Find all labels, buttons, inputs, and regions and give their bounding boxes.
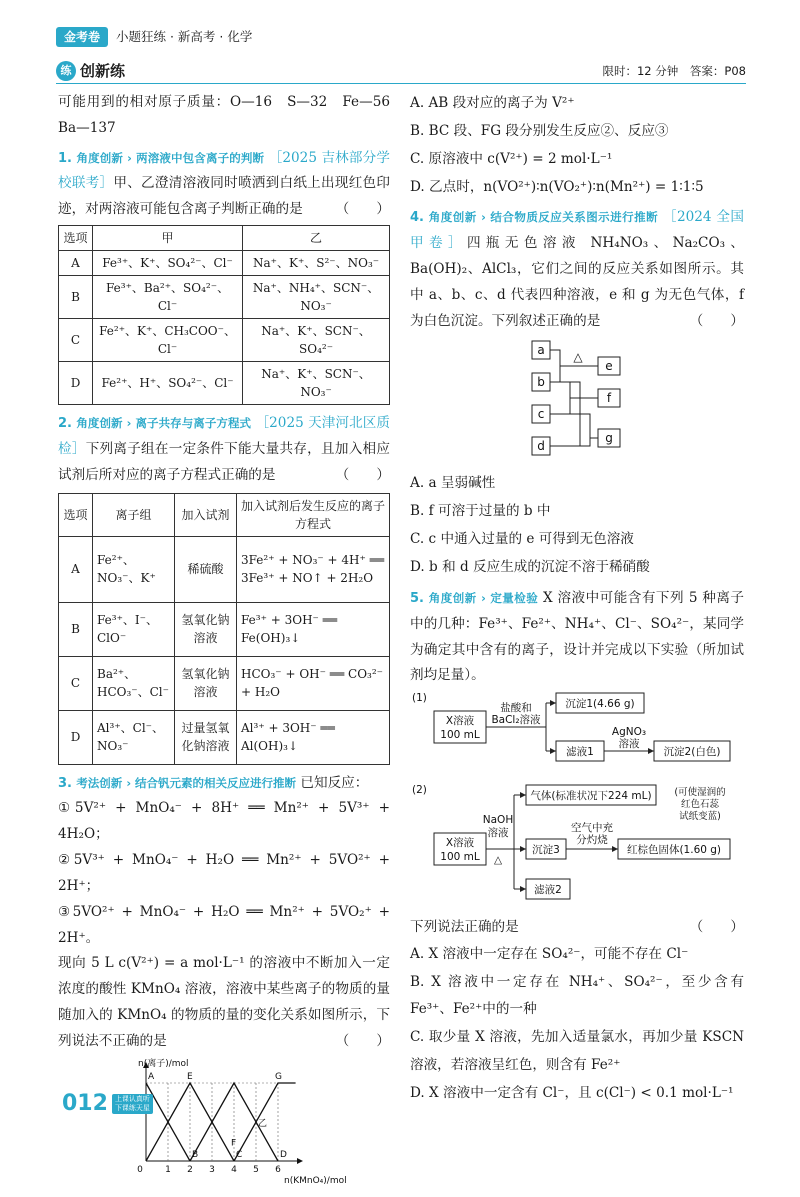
table-cell: A [59,536,93,602]
link-a-b [550,350,560,382]
table-header: 乙 [243,226,390,251]
x-tick-label: 5 [253,1164,259,1175]
atomic-masses: 可能用到的相对原子质量：O—16 S—32 Fe—56 Ba—137 [58,94,404,136]
table-cell: Na⁺、K⁺、SCN⁻、SO₄²⁻ [243,319,390,362]
right-column [410,90,744,1108]
table-row [59,656,390,710]
table-row [59,536,390,602]
table-cell: C [59,319,93,362]
q4-source: ［2024 全国甲卷］ [410,209,745,252]
q5-option-b: B. X 溶液中一定存在 NH₄⁺、SO₄²⁻，至少含有 Fe³⁺、Fe²⁺中的一种 [410,973,744,1018]
flow2-gas-note-3: 试纸变蓝) [679,810,721,822]
section-header [56,58,746,84]
x-tick-label: 2 [187,1164,193,1175]
table-row [59,319,390,362]
footer-tag [112,1094,153,1114]
flow2-filtrate2: 滤液2 [534,883,562,896]
table-header: 加入试剂后发生反应的离子方程式 [237,493,390,536]
q2-answer-paren: （ ） [335,466,390,483]
footer-tag-line2: 下课练天星 [114,1104,150,1112]
table-cell: HCO₃⁻ + OH⁻ ══ CO₃²⁻ + H₂O [237,656,390,710]
table-row [59,710,390,764]
point-label: D [280,1149,287,1160]
x-axis-label: n(KMnO₄)/mol [284,1175,347,1186]
x-tick-label: 3 [209,1164,215,1175]
q1-table [58,225,390,405]
point-label: G [275,1071,282,1082]
q3-number: 3. [58,775,72,791]
point-label: 乙 [258,1118,268,1129]
flow1-reagent2-line1: AgNO₃ [611,726,647,739]
q5-option-d: D. X 溶液中一定含有 Cl⁻，且 c(Cl⁻) < 0.1 mol·L⁻¹ [410,1084,734,1101]
node-b: b [537,374,545,389]
flow1-start-line2: 100 mL [440,729,480,742]
q4-stem: 四瓶无色溶液 NH₄NO₃、Na₂CO₃、Ba(OH)₂、AlCl₃，它们之间的反应关系如图所示。其中 a、b、c、d 代表四种溶液，e 和 g 为无色气体，f 为白色沉淀。下列叙述正确的是 [410,235,745,329]
practice-icon: 练 [56,61,76,81]
flow2-solid: 红棕色固体(1.60 g) [626,843,722,856]
flow1-label: (1) [412,692,427,705]
flow2-gas-note-2: 红色石蕊 [680,798,720,810]
q2-table [58,493,390,765]
flow2-reagent2-line1: 空气中充 [571,821,613,834]
q3-lead: 已知反应： [300,774,369,791]
table-row [59,602,390,656]
flow1-reagent1-line1: 盐酸和 [500,702,532,715]
table-header: 甲 [93,226,243,251]
flow1-precip1: 沉淀1(4.66 g) [565,698,635,711]
flow2-label: (2) [412,783,427,796]
point-label: C [236,1149,243,1160]
q2-source: ［2025 天津河北区质检］ [58,415,391,457]
series-line-2 [146,1083,237,1161]
flow2-precip3: 沉淀3 [532,843,560,856]
q2-number: 2. [58,416,72,432]
table-cell: Fe²⁺、K⁺、CH₃COO⁻、Cl⁻ [93,319,243,362]
question-5 [410,586,744,1108]
heat-symbol: △ [493,853,503,866]
node-c: c [537,406,545,421]
x-tick-label: 0 [137,1164,143,1175]
table-header: 选项 [59,226,93,251]
x-tick-label: 6 [275,1164,281,1175]
table-header-row [59,226,390,251]
node-d: d [537,438,545,453]
page-footer [62,1092,153,1116]
link-b-c [550,382,570,414]
flow2-reagent1-line1: NaOH [482,813,514,826]
q3-option-d: D. 乙点时，n(VO²⁺)∶n(VO₂⁺)∶n(Mn²⁺) = 1∶1∶5 [410,178,704,195]
flow2-gas: 气体(标准状况下224 mL) [530,789,652,802]
y-axis-label: n(离子)/mol [138,1058,189,1069]
table-header: 离子组 [93,493,175,536]
table-cell: 3Fe²⁺ + NO₃⁻ + 4H⁺ ══ 3Fe³⁺ + NO↑ + 2H₂O [237,536,390,602]
q1-stem: 甲、乙澄清溶液同时喷洒到白纸上出现红色印迹，对两溶液可能包含离子判断正确的是 [58,175,390,218]
question-4 [410,205,744,581]
time-limit: 限时：12 分钟 [602,63,679,78]
table-cell: B [59,276,93,319]
table-cell: Fe³⁺、Ba²⁺、SO₄²⁻、Cl⁻ [93,276,243,319]
node-g: g [605,430,613,445]
q4-answer-paren: （ ） [689,312,744,329]
link-c-d [550,414,590,446]
table-cell: Fe³⁺ + 3OH⁻ ══ Fe(OH)₃↓ [237,602,390,656]
q3-stem: 现向 5 L c(V²⁺) = a mol·L⁻¹ 的溶液中不断加入一定浓度的酸性 KMnO₄ 溶液，溶液中某些离子的物质的量随加入的 KMnO₄ 的物质的量的变化关系如图所示，下列说法不正确的是 [58,955,390,1049]
table-cell: 氢氧化钠溶液 [175,656,237,710]
flow1-start-line1: X溶液 [445,715,475,728]
page-number: 012 [62,1091,108,1116]
q1-number: 1. [58,150,72,166]
left-column [58,90,404,1197]
section-title: 创新练 [80,61,126,80]
table-cell: Fe³⁺、I⁻、ClO⁻ [93,602,175,656]
q3-tag: 考法创新 › 结合钒元素的相关反应进行推断 [76,775,297,790]
flow2-gas-note-1: (可使湿润的 [674,786,726,798]
q3-answer-paren: （ ） [335,1032,390,1049]
q5-number: 5. [410,590,424,606]
flow1-reagent2-line2: 溶液 [618,738,640,751]
q4-tag: 角度创新 › 结合物质反应关系图示进行推断 [428,210,659,225]
q4-number: 4. [410,210,424,226]
node-a: a [537,342,545,357]
q4-diagram [410,337,744,461]
table-row [59,251,390,276]
answer-ref: 答案：P08 [689,63,746,78]
x-tick-label: 4 [231,1164,237,1175]
table-cell: Fe²⁺、NO₃⁻、K⁺ [93,536,175,602]
table-cell: 过量氢氧化钠溶液 [175,710,237,764]
flow2-start-line2: 100 mL [440,850,480,863]
q5-option-c: C. 取少量 X 溶液，先加入适量氯水，再加少量 KSCN 溶液，若溶液呈红色，则含有 Fe²⁺ [410,1029,744,1074]
q3-option-b: B. BC 段、FG 段分别发生反应②、反应③ [410,122,669,139]
point-label: F [231,1138,237,1149]
node-f: f [606,390,612,405]
point-label: A [148,1071,155,1082]
q1-answer-paren: （ ） [335,201,390,218]
node-e: e [605,358,613,373]
table-cell: Ba²⁺、HCO₃⁻、Cl⁻ [93,656,175,710]
table-cell: Na⁺、NH₄⁺、SCN⁻、NO₃⁻ [243,276,390,319]
series-title: 小题狂练 · 新高考 · 化学 [116,29,253,44]
question-2 [58,411,390,764]
chart-labels [148,1072,287,1160]
table-cell: Fe²⁺、H⁺、SO₄²⁻、Cl⁻ [93,362,243,405]
q3-options [410,90,744,201]
brand-badge: 金考卷 [56,27,108,47]
q4-option-b: B. f 可溶于过量的 b 中 [410,503,551,520]
flow2-reagent2-line2: 分灼烧 [576,833,608,846]
table-cell: D [59,362,93,405]
q5-option-a: A. X 溶液中一定存在 SO₄²⁻，可能不存在 Cl⁻ [410,945,689,962]
q5-answer-paren: （ ） [689,918,744,935]
flow1-reagent1-line2: BaCl₂溶液 [491,714,541,727]
q3-option-c: C. 原溶液中 c(V²⁺) = 2 mol·L⁻¹ [410,150,613,167]
q1-source: ［2025 吉林部分学校联考］ [58,149,390,192]
table-header-row [59,493,390,536]
flow2-start-line1: X溶液 [445,836,475,849]
table-cell: A [59,251,93,276]
table-cell: 氢氧化钠溶液 [175,602,237,656]
section-meta [594,61,746,81]
q5-tag: 角度创新 › 定量检验 [428,590,539,605]
q4-option-d: D. b 和 d 反应生成的沉淀不溶于稀硝酸 [410,558,650,575]
table-header: 加入试剂 [175,493,237,536]
chart-lines [146,1083,296,1161]
point-label: E [187,1071,193,1082]
question-1 [58,146,390,405]
table-cell: C [59,656,93,710]
q2-stem: 下列离子组在一定条件下能大量共存，且加入相应试剂后所对应的离子方程式正确的是 [58,440,390,483]
flow1-filtrate1: 滤液1 [566,746,594,759]
table-cell: Na⁺、K⁺、SCN⁻、NO₃⁻ [243,362,390,405]
q4-option-c: C. c 中通入过量的 e 可得到无色溶液 [410,531,634,548]
question-3 [58,771,390,1197]
q3-equation-2: ②5V³⁺ + MnO₄⁻ + H₂O ══ Mn²⁺ + 5VO²⁺ + 2H⁺； [58,852,390,894]
q4-option-a: A. a 呈弱碱性 [410,475,496,492]
table-cell: D [59,710,93,764]
q5-question: 下列说法正确的是 [410,918,519,935]
table-cell: 稀硫酸 [175,536,237,602]
q3-equation-1: ①5V²⁺ + MnO₄⁻ + 8H⁺ ══ Mn²⁺ + 5V³⁺ + 4H₂O； [58,800,390,843]
x-axis-arrow [297,1158,303,1164]
table-row [59,362,390,405]
table-cell: B [59,602,93,656]
q1-tag: 角度创新 › 两溶液中包含离子的判断 [76,150,265,165]
table-cell: Na⁺、K⁺、S²⁻、NO₃⁻ [243,251,390,276]
flow2-reagent1-line2: 溶液 [487,826,509,839]
q5-flowchart-1 [410,689,744,769]
table-row [59,276,390,319]
heat-symbol: △ [573,349,583,364]
point-label: B [192,1149,199,1160]
table-cell: Al³⁺ + 3OH⁻ ══ Al(OH)₃↓ [237,710,390,764]
q2-tag: 角度创新 › 离子共存与离子方程式 [76,416,252,431]
q5-stem: X 溶液中可能含有下列 5 种离子中的几种：Fe³⁺、Fe²⁺、NH₄⁺、Cl⁻、SO₄²⁻，某同学为确定其中含有的离子，设计并完成以下实验（所加试剂均足量）。 [410,589,744,684]
table-cell: Al³⁺、Cl⁻、NO₃⁻ [93,710,175,764]
q5-flowchart-2 [410,781,744,905]
q3-chart [118,1057,347,1187]
footer-tag-line1: 上课认真听 [114,1095,150,1103]
q3-equation-3: ③5VO²⁺ + MnO₄⁻ + H₂O ══ Mn²⁺ + 5VO₂⁺ + 2H⁺。 [58,903,390,946]
top-bar [56,26,252,48]
flow1-precip2: 沉淀2(白色) [663,746,721,759]
x-tick-label: 1 [165,1164,171,1175]
q3-option-a: A. AB 段对应的离子为 V²⁺ [410,95,575,111]
table-cell: Fe³⁺、K⁺、SO₄²⁻、Cl⁻ [93,251,243,276]
table-header: 选项 [59,493,93,536]
